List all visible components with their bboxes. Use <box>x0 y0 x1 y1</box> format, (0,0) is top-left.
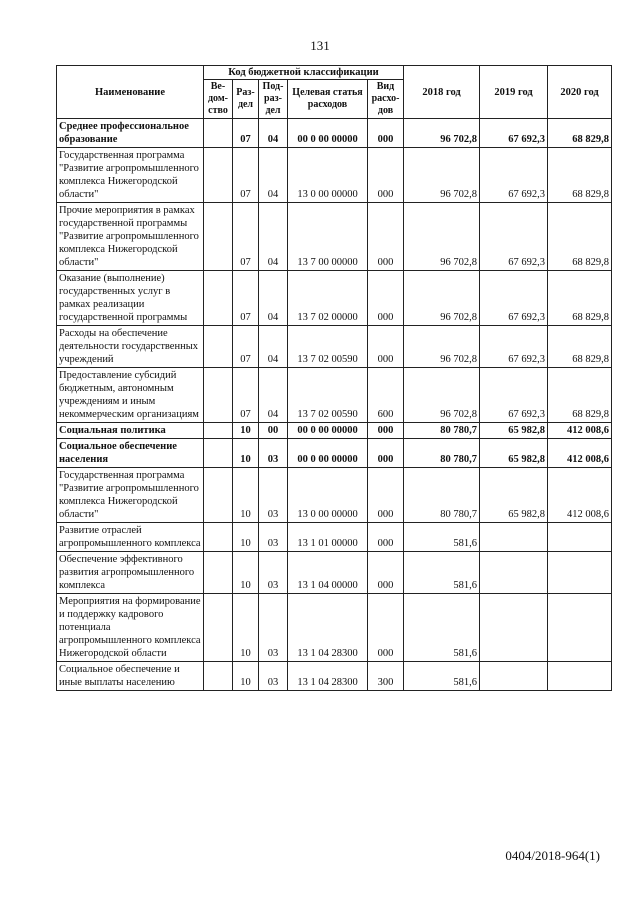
cell-2019: 67 692,3 <box>480 119 548 148</box>
cell-vid-rashodov: 000 <box>368 439 404 468</box>
cell-2020: 412 008,6 <box>548 423 612 439</box>
table-row <box>57 523 612 552</box>
cell-2019: 67 692,3 <box>480 326 548 368</box>
page-number-text: 131 <box>310 38 330 53</box>
cell-2018: 581,6 <box>404 594 480 662</box>
cell-2020: 68 829,8 <box>548 119 612 148</box>
header-podrazdel: Под-раз-дел <box>259 80 288 119</box>
cell-2018: 96 702,8 <box>404 326 480 368</box>
cell-celevaya-statya: 00 0 00 00000 <box>288 423 368 439</box>
cell-razdel: 07 <box>233 203 259 271</box>
cell-2020: 68 829,8 <box>548 368 612 423</box>
table-row <box>57 552 612 594</box>
cell-vid-rashodov: 000 <box>368 594 404 662</box>
cell-vedomstvo <box>204 423 233 439</box>
cell-vedomstvo <box>204 594 233 662</box>
cell-podrazdel: 03 <box>259 439 288 468</box>
table-row <box>57 326 612 368</box>
cell-razdel: 07 <box>233 119 259 148</box>
cell-2018: 96 702,8 <box>404 119 480 148</box>
cell-podrazdel: 04 <box>259 271 288 326</box>
cell-vedomstvo <box>204 523 233 552</box>
table-row <box>57 368 612 423</box>
header-2020: 2020 год <box>548 66 612 119</box>
cell-vedomstvo <box>204 439 233 468</box>
cell-vid-rashodov: 000 <box>368 423 404 439</box>
cell-2019 <box>480 594 548 662</box>
document-number <box>505 848 600 864</box>
table-row <box>57 423 612 439</box>
cell-razdel: 10 <box>233 662 259 691</box>
cell-2019 <box>480 552 548 594</box>
cell-name: Развитие отраслей агропромышленного комплекса <box>57 523 204 552</box>
cell-2019 <box>480 523 548 552</box>
cell-razdel: 10 <box>233 468 259 523</box>
cell-vid-rashodov: 000 <box>368 203 404 271</box>
cell-2020 <box>548 662 612 691</box>
cell-2020 <box>548 594 612 662</box>
table-row <box>57 148 612 203</box>
cell-celevaya-statya: 13 7 02 00590 <box>288 326 368 368</box>
header-name: Наименование <box>57 66 204 119</box>
cell-razdel: 07 <box>233 148 259 203</box>
cell-podrazdel: 03 <box>259 552 288 594</box>
cell-podrazdel: 03 <box>259 662 288 691</box>
table-row <box>57 468 612 523</box>
cell-vid-rashodov: 600 <box>368 368 404 423</box>
cell-2020: 68 829,8 <box>548 271 612 326</box>
table-row <box>57 203 612 271</box>
cell-2020 <box>548 523 612 552</box>
cell-razdel: 07 <box>233 326 259 368</box>
cell-2020: 68 829,8 <box>548 326 612 368</box>
cell-celevaya-statya: 13 7 02 00590 <box>288 368 368 423</box>
cell-2018: 581,6 <box>404 552 480 594</box>
cell-2019: 67 692,3 <box>480 271 548 326</box>
cell-podrazdel: 04 <box>259 326 288 368</box>
cell-2018: 80 780,7 <box>404 423 480 439</box>
cell-celevaya-statya: 13 1 04 28300 <box>288 594 368 662</box>
cell-celevaya-statya: 00 0 00 00000 <box>288 439 368 468</box>
table-row <box>57 271 612 326</box>
cell-2018: 96 702,8 <box>404 148 480 203</box>
table-body <box>57 119 612 691</box>
cell-2018: 80 780,7 <box>404 439 480 468</box>
cell-vid-rashodov: 000 <box>368 148 404 203</box>
cell-2018: 80 780,7 <box>404 468 480 523</box>
cell-name: Предоставление субсидий бюджетным, автономным учреждениям и иным некоммерческим организациям <box>57 368 204 423</box>
cell-podrazdel: 04 <box>259 203 288 271</box>
cell-vid-rashodov: 000 <box>368 552 404 594</box>
budget-table <box>56 65 612 691</box>
cell-2020 <box>548 552 612 594</box>
cell-vid-rashodov: 000 <box>368 523 404 552</box>
cell-2018: 96 702,8 <box>404 203 480 271</box>
cell-celevaya-statya: 13 1 04 00000 <box>288 552 368 594</box>
cell-podrazdel: 04 <box>259 119 288 148</box>
cell-2020: 68 829,8 <box>548 203 612 271</box>
cell-name: Государственная программа "Развитие агропромышленного комплекса Нижегородской области" <box>57 468 204 523</box>
cell-razdel: 10 <box>233 423 259 439</box>
cell-2019: 65 982,8 <box>480 423 548 439</box>
cell-vedomstvo <box>204 119 233 148</box>
cell-2018: 96 702,8 <box>404 271 480 326</box>
header-celevaya-statya: Целевая статья расходов <box>288 80 368 119</box>
cell-podrazdel: 04 <box>259 148 288 203</box>
cell-2019: 67 692,3 <box>480 148 548 203</box>
cell-2020: 412 008,6 <box>548 468 612 523</box>
table-row <box>57 439 612 468</box>
cell-podrazdel: 04 <box>259 368 288 423</box>
cell-vedomstvo <box>204 662 233 691</box>
cell-podrazdel: 00 <box>259 423 288 439</box>
cell-celevaya-statya: 13 7 02 00000 <box>288 271 368 326</box>
cell-vedomstvo <box>204 368 233 423</box>
cell-2019: 65 982,8 <box>480 468 548 523</box>
cell-name: Социальное обеспечение населения <box>57 439 204 468</box>
cell-name: Социальная политика <box>57 423 204 439</box>
cell-vedomstvo <box>204 271 233 326</box>
cell-celevaya-statya: 13 1 01 00000 <box>288 523 368 552</box>
cell-celevaya-statya: 00 0 00 00000 <box>288 119 368 148</box>
cell-2019: 65 982,8 <box>480 439 548 468</box>
cell-vid-rashodov: 000 <box>368 271 404 326</box>
cell-razdel: 10 <box>233 439 259 468</box>
cell-celevaya-statya: 13 1 04 28300 <box>288 662 368 691</box>
cell-name: Обеспечение эффективного развития агропромышленного комплекса <box>57 552 204 594</box>
cell-vid-rashodov: 300 <box>368 662 404 691</box>
cell-razdel: 10 <box>233 523 259 552</box>
table-row <box>57 594 612 662</box>
header-code-group: Код бюджетной классификации <box>204 66 404 80</box>
cell-razdel: 10 <box>233 552 259 594</box>
cell-podrazdel: 03 <box>259 468 288 523</box>
cell-vedomstvo <box>204 148 233 203</box>
cell-2019: 67 692,3 <box>480 203 548 271</box>
cell-name: Государственная программа "Развитие агропромышленного комплекса Нижегородской области" <box>57 148 204 203</box>
cell-name: Социальное обеспечение и иные выплаты населению <box>57 662 204 691</box>
cell-podrazdel: 03 <box>259 594 288 662</box>
cell-celevaya-statya: 13 7 00 00000 <box>288 203 368 271</box>
header-vid-rashodov: Вид расхо-дов <box>368 80 404 119</box>
cell-podrazdel: 03 <box>259 523 288 552</box>
cell-celevaya-statya: 13 0 00 00000 <box>288 468 368 523</box>
cell-2018: 96 702,8 <box>404 368 480 423</box>
cell-2019: 67 692,3 <box>480 368 548 423</box>
header-vedomstvo: Ве-дом-ство <box>204 80 233 119</box>
cell-razdel: 07 <box>233 368 259 423</box>
cell-razdel: 07 <box>233 271 259 326</box>
cell-vedomstvo <box>204 552 233 594</box>
cell-name: Мероприятия на формирование и поддержку кадрового потенциала агропромышленного комплекса Нижегородской области <box>57 594 204 662</box>
cell-name: Расходы на обеспечение деятельности государственных учреждений <box>57 326 204 368</box>
cell-2020: 68 829,8 <box>548 148 612 203</box>
header-2018: 2018 год <box>404 66 480 119</box>
header-row-top <box>57 66 612 80</box>
cell-name: Прочие мероприятия в рамках государственной программы "Развитие агропромышленного комплекса Нижегородской области" <box>57 203 204 271</box>
document-number-text: 0404/2018-964(1) <box>505 848 600 863</box>
cell-2018: 581,6 <box>404 523 480 552</box>
cell-vedomstvo <box>204 203 233 271</box>
cell-celevaya-statya: 13 0 00 00000 <box>288 148 368 203</box>
cell-name: Оказание (выполнение) государственных услуг в рамках реализации государственной программы <box>57 271 204 326</box>
cell-razdel: 10 <box>233 594 259 662</box>
cell-vid-rashodov: 000 <box>368 119 404 148</box>
cell-2020: 412 008,6 <box>548 439 612 468</box>
cell-name: Среднее профессиональное образование <box>57 119 204 148</box>
cell-vid-rashodov: 000 <box>368 326 404 368</box>
header-2019: 2019 год <box>480 66 548 119</box>
table-row <box>57 119 612 148</box>
cell-vedomstvo <box>204 468 233 523</box>
cell-vid-rashodov: 000 <box>368 468 404 523</box>
table-row <box>57 662 612 691</box>
cell-2018: 581,6 <box>404 662 480 691</box>
header-razdel: Раз-дел <box>233 80 259 119</box>
cell-2019 <box>480 662 548 691</box>
page-number <box>0 38 640 54</box>
cell-vedomstvo <box>204 326 233 368</box>
